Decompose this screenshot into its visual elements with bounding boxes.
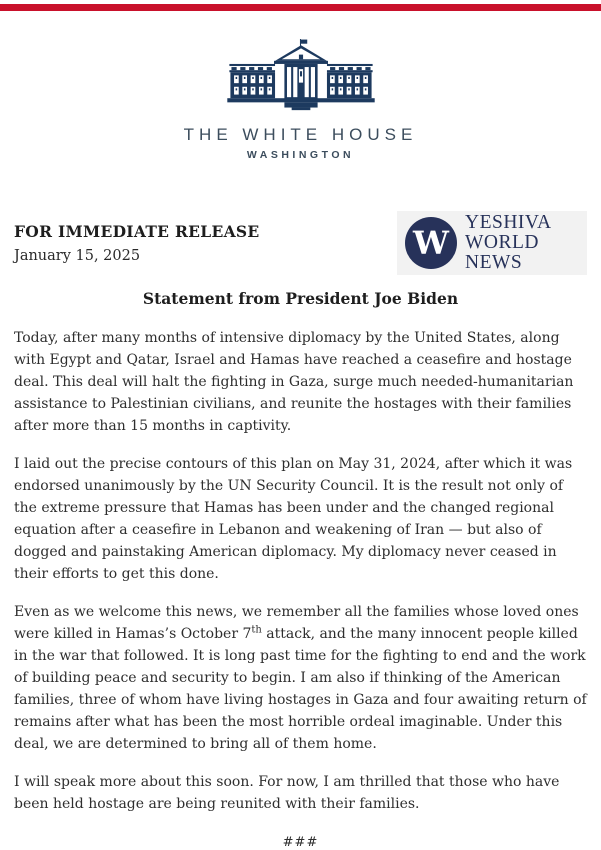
- ywn-logo-line: NEWS: [465, 252, 523, 273]
- release-header-row: [14, 211, 587, 275]
- top-red-bar: [0, 4, 601, 11]
- release-content: [0, 211, 601, 850]
- release-meta: [14, 211, 260, 264]
- paragraph-text: Even as we welcome this news, we remember all the families whose loved ones were killed in Hamas’s October 7: [14, 604, 579, 642]
- white-house-building-icon: [223, 38, 379, 120]
- release-label: FOR IMMEDIATE RELEASE: [14, 222, 260, 241]
- statement-paragraph: I laid out the precise contours of this plan on May 31, 2024, after which it was endorsed unanimously by the UN Security Council. It is the result not only of the extreme pressure that Hamas has been under and the changed regional equation after a ceasefire in Lebanon and weakening of Iran — but also of dogged and painstaking American diplomacy. My diplomacy never ceased in their efforts to get this done.: [14, 456, 573, 582]
- white-house-masthead: [0, 0, 601, 161]
- white-house-title: THE WHITE HOUSE: [183, 125, 418, 144]
- ywn-logo-line: YESHIVA: [465, 212, 552, 233]
- ywn-logo-text: [465, 213, 552, 273]
- ywn-w-monogram-icon: W: [405, 217, 457, 269]
- ordinal-superscript: th: [251, 624, 262, 636]
- end-mark: ###: [282, 835, 319, 850]
- statement-paragraph: [14, 601, 587, 755]
- paragraph-text: attack, and the many innocent people killed in the war that followed. It is long past time for the fighting to end and the work of building peace and security to begin. I am also if thinking of the American families, three of whom have living hostages in Gaza and four awaiting return of remains after what has been the most horrible ordeal imaginable. Under this deal, we are determined to bring all of them home.: [14, 626, 587, 752]
- release-date: January 15, 2025: [14, 248, 141, 264]
- statement-body: [14, 327, 587, 815]
- statement-headline: Statement from President Joe Biden: [142, 289, 459, 308]
- statement-paragraph: Today, after many months of intensive diplomacy by the United States, along with Egypt and Qatar, Israel and Hamas have reached a ceasefire and hostage deal. This deal will halt the fighting in Gaza, surge much needed-humanitarian assistance to Palestinian civilians, and reunite the hostages with their families after more than 15 months in captivity.: [14, 330, 574, 434]
- ywn-logo: [397, 211, 587, 275]
- white-house-subtitle: WASHINGTON: [246, 149, 355, 161]
- ywn-logo-line: WORLD: [465, 232, 539, 253]
- statement-paragraph: I will speak more about this soon. For now, I am thrilled that those who have been held hostage are being reunited with their families.: [14, 774, 560, 812]
